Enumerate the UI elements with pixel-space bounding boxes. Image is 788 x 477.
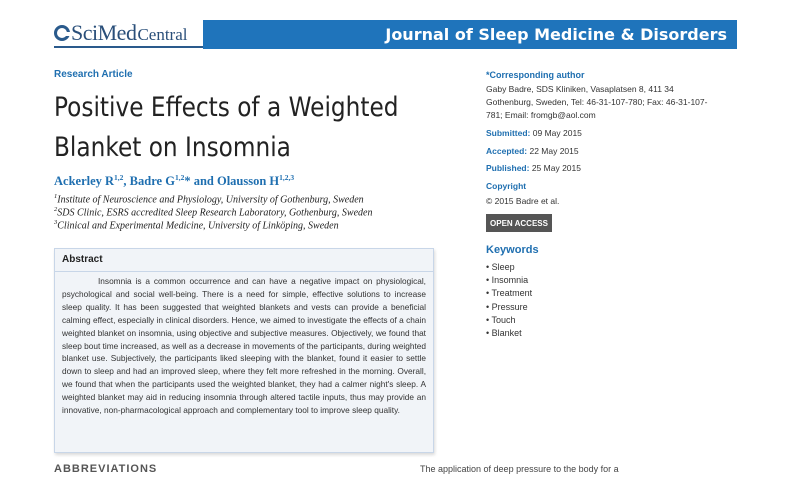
published-date-row [486, 163, 581, 173]
abstract-heading: Abstract [62, 254, 103, 265]
affiliation-line [54, 206, 372, 218]
keyword-item: • Touch [486, 314, 516, 325]
logo-text-scimed: SciMed [71, 20, 137, 45]
accepted-date-row [486, 146, 579, 156]
keyword-item: • Blanket [486, 328, 522, 339]
author-name[interactable]: Ackerley R [54, 174, 115, 189]
affiliation-line [54, 193, 364, 205]
accepted-date: 22 May 2015 [529, 146, 579, 156]
header-divider [54, 46, 204, 48]
author-affiliation-sup: 1,2,3 [279, 173, 295, 182]
accepted-label: Accepted: [486, 146, 528, 156]
intro-text-fragment: The application of deep pressure to the body for a [420, 464, 619, 474]
affiliation-number: 2 [54, 206, 58, 213]
logo-mark-icon [54, 25, 70, 41]
copyright-text: © 2015 Badre et al. [486, 196, 560, 206]
article-title-line-1: Positive Effects of a Weighted [54, 92, 399, 123]
keyword-item: • Sleep [486, 262, 515, 272]
author-separator: , [123, 174, 130, 189]
journal-title-banner: Journal of Sleep Medicine & Disorders [203, 20, 737, 49]
keyword-item: • Insomnia [486, 275, 529, 286]
keywords-list [486, 261, 532, 340]
author-list [54, 173, 294, 189]
author-affiliation-sup: 1,2 [114, 173, 124, 182]
submitted-date: 09 May 2015 [532, 128, 582, 138]
article-type-label: Research Article [54, 69, 133, 80]
author-separator: * and [184, 174, 217, 189]
author-affiliation-sup: 1,2 [174, 173, 185, 182]
affiliation-line [54, 219, 339, 231]
keyword-item: • Pressure [486, 301, 528, 312]
corresponding-author-line: Gothenburg, Sweden, Tel: 46-31-107-780; Fax: 46-31-107- [486, 97, 708, 107]
open-access-badge: OPEN ACCESS [486, 214, 552, 232]
affiliation-number: 3 [54, 219, 58, 226]
corresponding-author-line[interactable]: 781; Email: fromgb@aol.com [486, 110, 596, 120]
affiliation-text: SDS Clinic, ESRS accredited Sleep Research Laboratory, Gothenburg, Sweden [57, 207, 373, 219]
copyright-label: Copyright [486, 181, 527, 191]
corresponding-author-line: Gaby Badre, SDS Kliniken, Vasaplatsen 8, 411 34 [486, 84, 674, 94]
abbreviations-heading: ABBREVIATIONS [54, 463, 158, 475]
keywords-heading: Keywords [486, 244, 539, 256]
affiliation-text: Institute of Neuroscience and Physiology, University of Gothenburg, Sweden [57, 194, 364, 206]
author-name[interactable]: Olausson H [216, 174, 280, 189]
logo-text-central: Central [137, 25, 188, 44]
published-label: Published: [486, 163, 530, 173]
affiliation-text: Clinical and Experimental Medicine, University of Linköping, Sweden [57, 220, 339, 232]
published-date: 25 May 2015 [531, 163, 581, 173]
affiliation-number: 1 [54, 193, 58, 200]
article-title [54, 88, 398, 168]
submitted-label: Submitted: [486, 128, 531, 138]
corresponding-author-label: *Corresponding author [486, 70, 585, 80]
author-name[interactable]: Badre G [129, 174, 175, 189]
keyword-item: • Treatment [486, 288, 533, 299]
abstract-text: Insomnia is a common occurrence and can have a negative impact on physiological, psychological and social well-being. There is a need for simple, effective solutions to increase sleep quality. It has been suggested that weighted blankets and vests can provide a beneficial calming effect, especially in clinical disorders. Hence, we aimed to investigate the effects of a chain weighted blanket on insomnia, using objective and subjective measures. Objectively, we found that sleep bout time increased, as well as a decrease in movements of the participants, during weighted blanket use. Subjectively, the participants liked sleeping with the blanket, found it easier to settle down to sleep and had an improved sleep, where they felt more refreshed in the morning. Overall, we found that when the participants used the weighted blanket, they had a calmer night's sleep. A weighted blanket may aid in reducing insomnia through altered tactile inputs, thus may provide an innovative, non-pharmacological approach and complementary tool to improve sleep quality. [62, 276, 426, 416]
submitted-date-row [486, 128, 582, 138]
scimedcentral-logo [54, 20, 188, 46]
abstract-box [54, 248, 434, 453]
article-title-line-2: Blanket on Insomnia [54, 132, 291, 163]
abstract-header [55, 249, 433, 272]
